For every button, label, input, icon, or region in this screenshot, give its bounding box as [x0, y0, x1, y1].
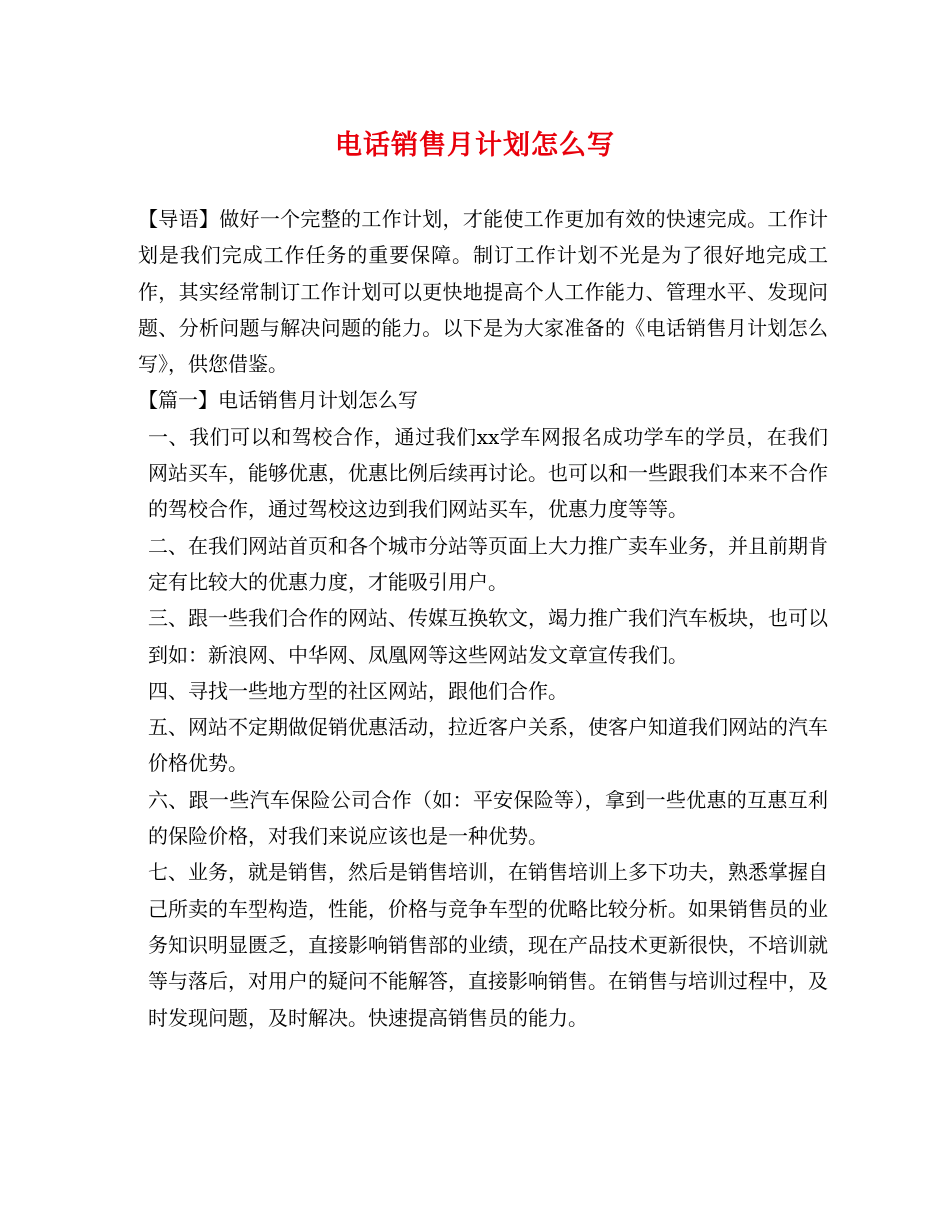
list-item: 五、网站不定期做促销优惠活动，拉近客户关系，使客户知道我们网站的汽车价格优势。: [148, 715, 828, 776]
list-item: 一、我们可以和驾校合作，通过我们xx学车网报名成功学车的学员，在我们网站买车，能够优惠，优惠比例后续再讨论。也可以和一些跟我们本来不合作的驾校合作，通过驾校这边到我们网站买车，优惠力度等等。: [148, 424, 828, 522]
list-item: 二、在我们网站首页和各个城市分站等页面上大力推广卖车业务，并且前期肯定有比较大的优惠力度，才能吸引用户。: [148, 533, 828, 594]
intro-paragraph: 【导语】做好一个完整的工作计划，才能使工作更加有效的快速完成。工作计划是我们完成工作任务的重要保障。制订工作计划不光是为了很好地完成工作，其实经常制订工作计划可以更快地提高个人工作能力、管理水平、发现问题、分析问题与解决问题的能力。以下是为大家准备的《电话销售月计划怎么写》，供您借鉴。: [138, 207, 828, 377]
document-title: 电话销售月计划怎么写: [335, 130, 615, 161]
list-item: 三、跟一些我们合作的网站、传媒互换软文，竭力推广我们汽车板块，也可以到如：新浪网、中华网、凤凰网等这些网站发文章宣传我们。: [148, 606, 828, 667]
section-heading: 【篇一】电话销售月计划怎么写: [138, 388, 418, 413]
list-item: 四、寻找一些地方型的社区网站，跟他们合作。: [148, 678, 568, 703]
list-item: 七、业务，就是销售，然后是销售培训，在销售培训上多下功夫，熟悉掌握自己所卖的车型构造，性能，价格与竞争车型的优略比较分析。如果销售员的业务知识明显匮乏，直接影响销售部的业绩，现在产品技术更新很快，不培训就等与落后，对用户的疑问不能解答，直接影响销售。在销售与培训过程中，及时发现问题，及时解决。快速提高销售员的能力。: [148, 860, 828, 1030]
list-item: 六、跟一些汽车保险公司合作（如：平安保险等），拿到一些优惠的互惠互利的保险价格，对我们来说应该也是一种优势。: [148, 787, 828, 849]
document-body: [138, 201, 828, 1036]
